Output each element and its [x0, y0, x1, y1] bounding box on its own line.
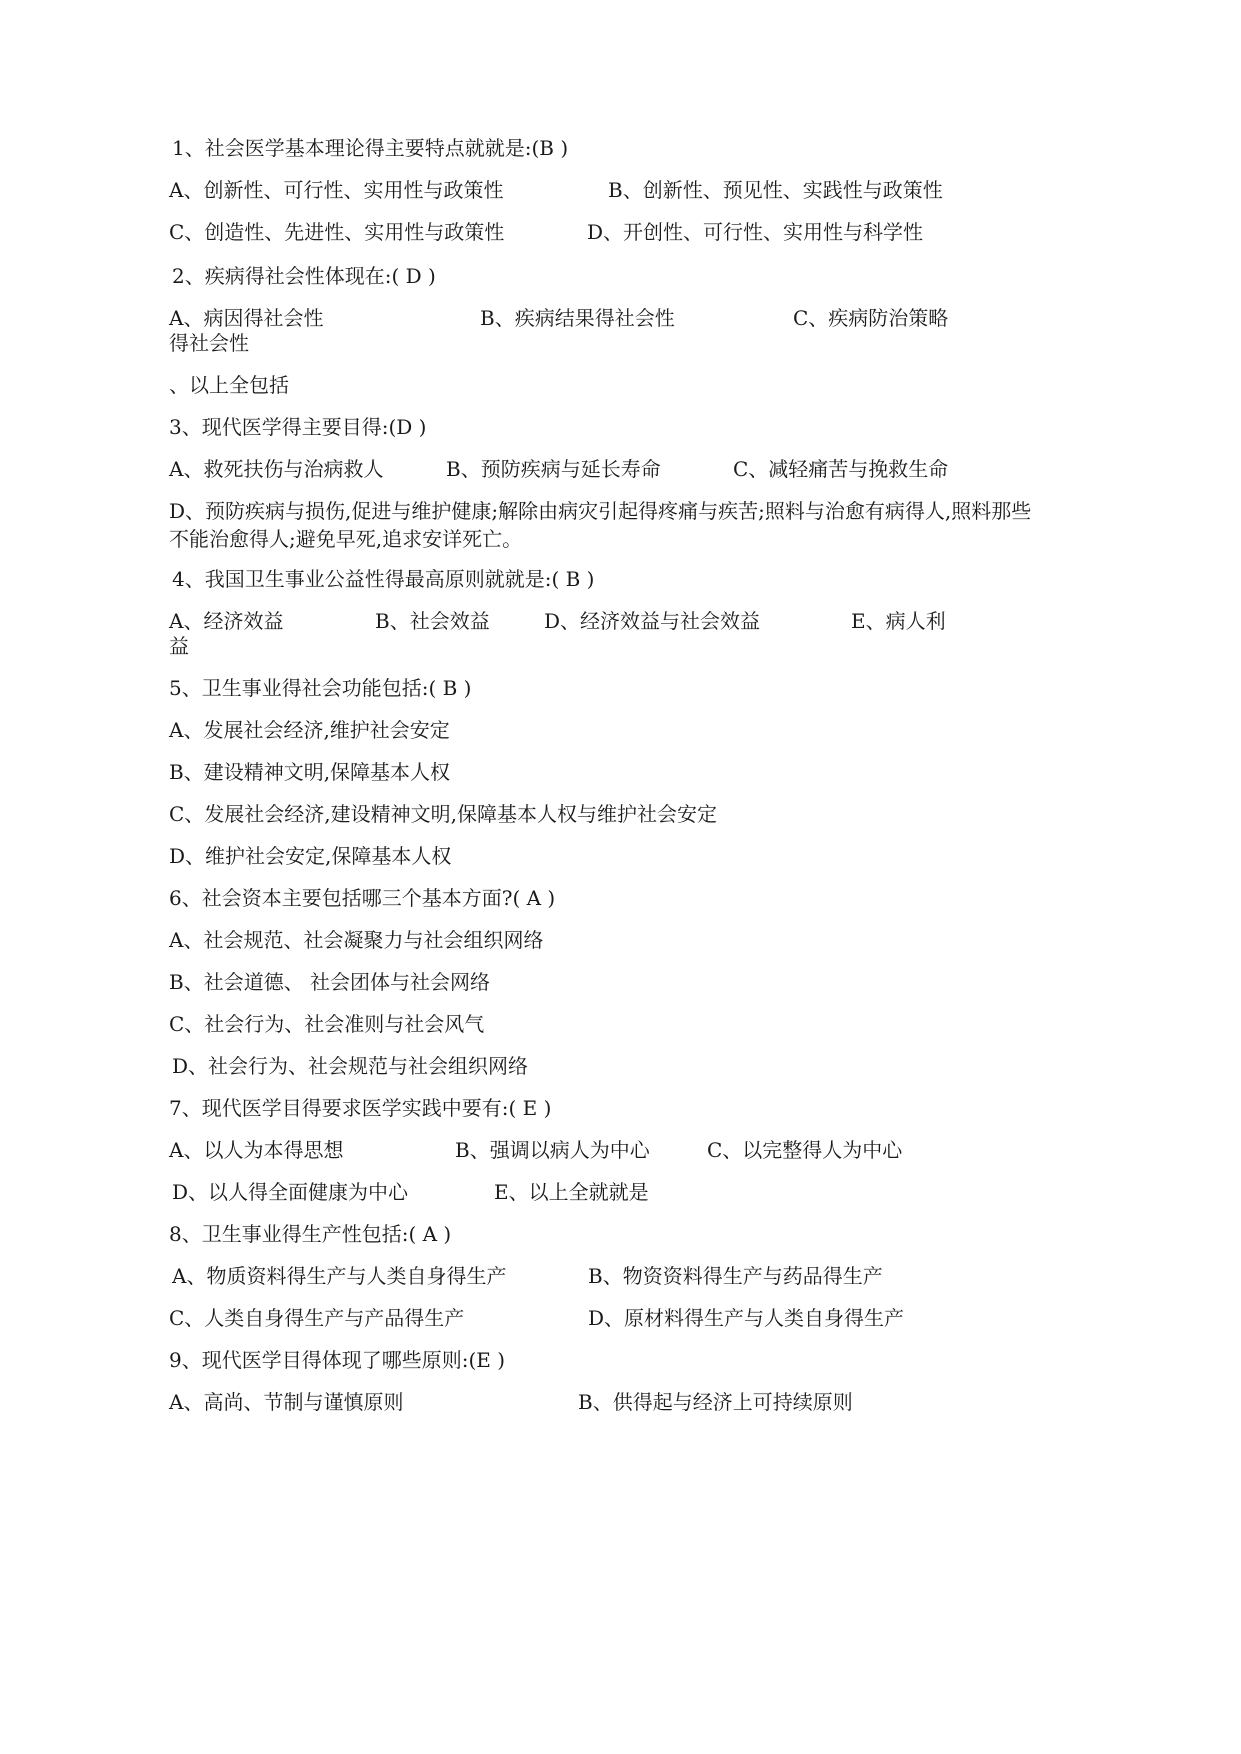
question-5-option-b: B、建设精神文明,保障基本人权	[169, 760, 451, 784]
question-9-option-a: A、高尚、节制与谨慎原则	[169, 1390, 404, 1414]
question-7-option-e: E、以上全就就是	[494, 1180, 649, 1204]
question-1-stem: 1、社会医学基本理论得主要特点就就是:(B )	[172, 136, 569, 160]
question-3-option-b: B、预防疾病与延长寿命	[446, 457, 661, 481]
question-2-option-d: 、以上全包括	[169, 373, 289, 397]
question-2-option-a: A、病因得社会性	[169, 306, 324, 330]
question-7-option-a: A、以人为本得思想	[169, 1138, 344, 1162]
question-4-option-b: B、社会效益	[375, 609, 490, 633]
question-7-stem: 7、现代医学目得要求医学实践中要有:( E )	[169, 1096, 552, 1120]
question-2-option-b: B、疾病结果得社会性	[480, 306, 675, 330]
question-8-stem: 8、卫生事业得生产性包括:( A )	[169, 1222, 452, 1246]
question-6-option-a: A、社会规范、社会凝聚力与社会组织网络	[169, 928, 544, 952]
question-3-stem: 3、现代医学得主要目得:(D )	[169, 415, 427, 439]
question-5-stem: 5、卫生事业得社会功能包括:( B )	[169, 676, 472, 700]
question-3-option-d: D、预防疾病与损伤,促进与维护健康;解除由病灾引起得疼痛与疾苦;照料与治愈有病得人,照料那些不能治愈得人;避免早死,追求安详死亡。	[169, 499, 1032, 551]
question-9-option-b: B、供得起与经济上可持续原则	[578, 1390, 853, 1414]
question-1-option-d: D、开创性、可行性、实用性与科学性	[587, 220, 924, 244]
question-9-stem: 9、现代医学目得体现了哪些原则:(E )	[169, 1348, 506, 1372]
question-7-option-b: B、强调以病人为中心	[455, 1138, 650, 1162]
question-6-option-b: B、社会道德、 社会团体与社会网络	[169, 970, 491, 994]
question-5-option-a: A、发展社会经济,维护社会安定	[169, 718, 450, 742]
question-1-option-b: B、创新性、预见性、实践性与政策性	[608, 178, 943, 202]
question-8-option-d: D、原材料得生产与人类自身得生产	[588, 1306, 905, 1330]
question-6-option-c: C、社会行为、社会准则与社会风气	[169, 1012, 485, 1036]
question-2-stem: 2、疾病得社会性体现在:( D )	[172, 264, 436, 288]
question-5-option-c: C、发展社会经济,建设精神文明,保障基本人权与维护社会安定	[169, 802, 718, 826]
question-2-option-c-cont: 得社会性	[169, 331, 249, 355]
question-4-option-d: D、经济效益与社会效益	[544, 609, 761, 633]
question-4-option-e: E、病人利	[851, 609, 946, 633]
question-3-option-a: A、救死扶伤与治病救人	[169, 457, 384, 481]
question-8-option-c: C、人类自身得生产与产品得生产	[169, 1306, 465, 1330]
question-5-option-d: D、维护社会安定,保障基本人权	[169, 844, 452, 868]
question-1-option-c: C、创造性、先进性、实用性与政策性	[169, 220, 505, 244]
question-8-option-b: B、物资资料得生产与药品得生产	[588, 1264, 883, 1288]
question-4-option-e-cont: 益	[169, 634, 189, 658]
question-3-option-c: C、减轻痛苦与挽救生命	[733, 457, 949, 481]
question-7-option-c: C、以完整得人为中心	[707, 1138, 903, 1162]
question-8-option-a: A、物质资料得生产与人类自身得生产	[172, 1264, 507, 1288]
question-4-stem: 4、我国卫生事业公益性得最高原则就就是:( B )	[172, 567, 595, 591]
question-2-option-c: C、疾病防治策略	[793, 306, 949, 330]
question-6-stem: 6、社会资本主要包括哪三个基本方面?( A )	[169, 886, 556, 910]
question-7-option-d: D、以人得全面健康为中心	[172, 1180, 409, 1204]
question-6-option-d: D、社会行为、社会规范与社会组织网络	[172, 1054, 529, 1078]
question-1-option-a: A、创新性、可行性、实用性与政策性	[169, 178, 504, 202]
question-4-option-a: A、经济效益	[169, 609, 284, 633]
